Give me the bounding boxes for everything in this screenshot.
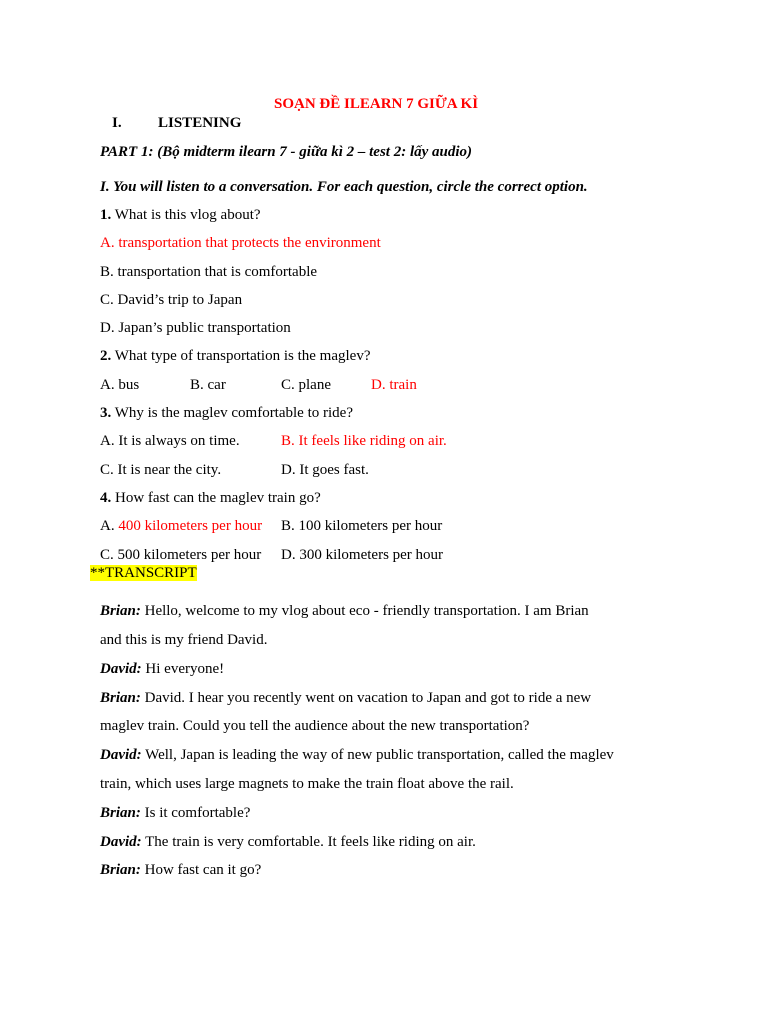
option-answer: 400 kilometers per hour [118,518,263,534]
question-3 [100,404,353,422]
q3-option-c: C. It is near the city. [100,462,222,478]
question-number: 4. [100,490,112,506]
utterance: maglev train. Could you tell the audience about the new transportation? [100,718,530,734]
utterance: The train is very comfortable. It feels like riding on air. [141,834,476,850]
transcript-label [90,564,197,582]
q2-option-a: A. bus [100,377,140,393]
utterance: Is it comfortable? [140,805,251,821]
q4-option-b: B. 100 kilometers per hour [281,518,443,534]
utterance: and this is my friend David. [100,632,268,648]
part-heading: PART 1: (Bộ midterm ilearn 7 - giữa kì 2 – test 2: lấy audio) [100,144,473,160]
question-1 [100,206,261,224]
question-text: How fast can the maglev train go? [111,490,321,506]
q2-option-c: C. plane [281,377,331,393]
q3-option-a: A. It is always on time. [100,433,240,449]
speaker: Brian: [100,690,141,706]
speaker: David: [100,747,142,763]
speaker: Brian: [100,862,141,878]
document-title: SOẠN ĐỀ ILEARN 7 GIỮA KÌ [274,96,479,112]
q2-option-b: B. car [190,377,226,393]
utterance: Hello, welcome to my vlog about eco - friendly transportation. I am Brian [140,603,589,619]
q3-option-d: D. It goes fast. [281,462,369,478]
utterance: train, which uses large magnets to make the train float above the rail. [100,776,514,792]
transcript-line [100,746,614,764]
utterance: David. I hear you recently went on vacation to Japan and got to ride a new [140,690,592,706]
transcript-line [100,804,250,822]
section-heading: LISTENING [158,115,242,131]
transcript-line [100,689,591,707]
transcript-line [100,833,476,851]
question-text: What type of transportation is the maglev? [111,348,371,364]
transcript-line [100,861,261,879]
speaker: Brian: [100,603,141,619]
transcript-line [100,660,224,678]
question-4 [100,489,321,507]
q4-option-a [100,517,262,535]
question-text: What is this vlog about? [111,207,261,223]
speaker: David: [100,834,142,850]
question-text: Why is the maglev comfortable to ride? [111,405,353,421]
speaker: Brian: [100,805,141,821]
q1-option-b: B. transportation that is comfortable [100,264,318,280]
q1-option-a: A. transportation that protects the environment [100,235,381,251]
q1-option-d: D. Japan’s public transportation [100,320,291,336]
transcript-line [100,631,267,649]
question-number: 2. [100,348,112,364]
transcript-line [100,717,529,735]
transcript-line [100,775,514,793]
instruction: I. You will listen to a conversation. For each question, circle the correct option. [100,179,588,195]
option-prefix: A. [100,518,119,534]
utterance: Hi everyone! [141,661,225,677]
question-number: 3. [100,405,112,421]
q4-option-d: D. 300 kilometers per hour [281,547,444,563]
speaker: David: [100,661,142,677]
section-number: I. [112,115,122,131]
q4-option-c: C. 500 kilometers per hour [100,547,262,563]
q3-option-b: B. It feels like riding on air. [281,433,447,449]
question-number: 1. [100,207,112,223]
transcript-label-text: **TRANSCRIPT [90,565,197,581]
utterance: How fast can it go? [140,862,262,878]
utterance: Well, Japan is leading the way of new public transportation, called the maglev [141,747,614,763]
q2-option-d: D. train [371,377,417,393]
transcript-line [100,602,589,620]
q1-option-c: C. David’s trip to Japan [100,292,243,308]
question-2 [100,347,370,365]
